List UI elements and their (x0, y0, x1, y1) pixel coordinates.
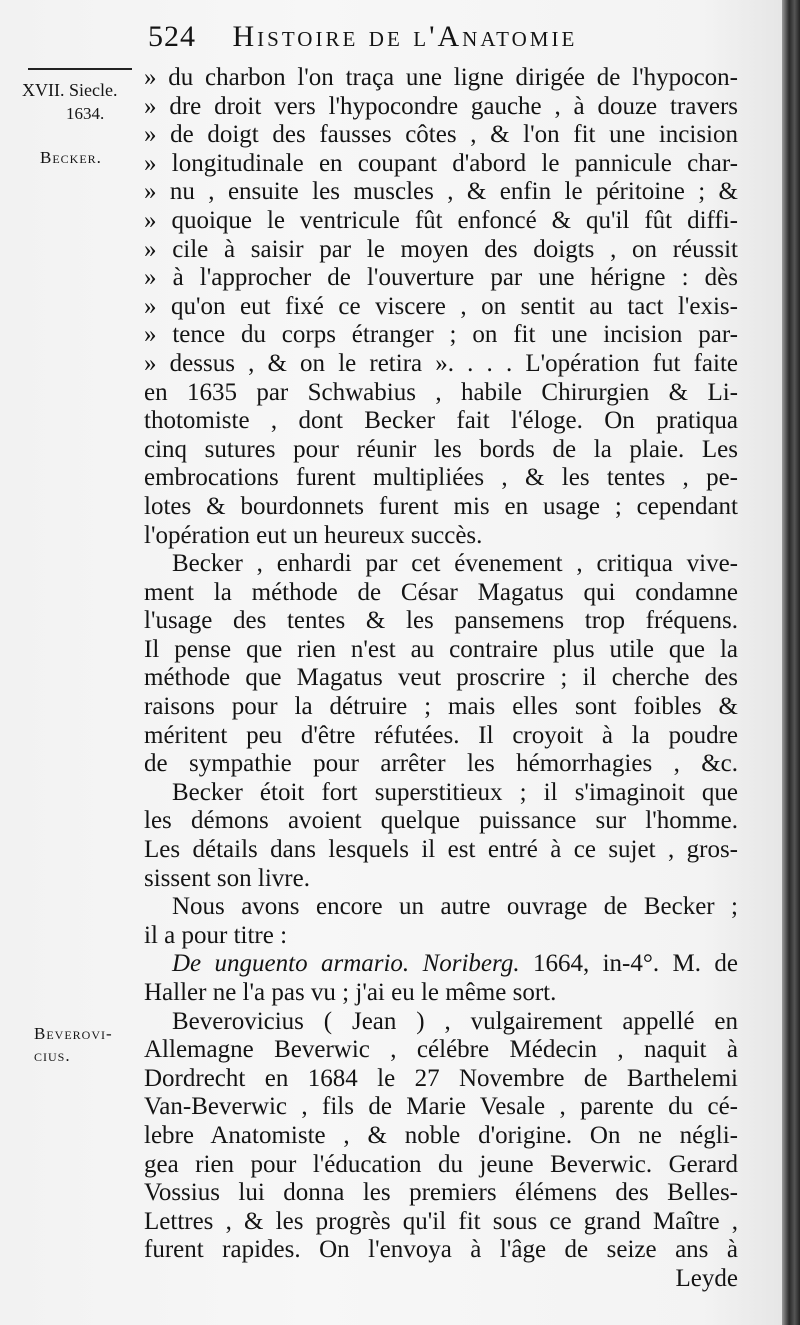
text-line: » de doigt des fausses côtes , & l'on fit une incision (144, 121, 738, 149)
text-line: » dessus , & on le retira ». . . . L'opération fut faite (144, 349, 738, 377)
body-text (144, 64, 738, 1294)
text-line: furent rapides. On l'envoya à l'âge de seize ans à (144, 1236, 738, 1264)
text-line: Becker , enhardi par cet évenement , critiqua vive- (172, 550, 738, 578)
page-number: 524 (148, 20, 196, 53)
page-edge (782, 0, 800, 1325)
text-line: Haller ne l'a pas vu ; j'ai eu le même sort. (144, 979, 557, 1006)
text-line: méritent peu d'être réfutées. Il croyoit à la poudre (144, 721, 738, 749)
text-line: l'opération eut un heureux succès. (144, 521, 483, 549)
text-line: Nous avons encore un autre ouvrage de Becker ; (172, 893, 738, 921)
text-line: il a pour titre : (144, 921, 288, 949)
text-line: » à l'approcher de l'ouverture par une hérigne : dès (144, 264, 738, 292)
text-line: Leyde (675, 1264, 738, 1292)
text-line: lebre Anatomiste , & noble d'origine. On ne négli- (144, 1121, 738, 1149)
text-line: » tence du corps étranger ; on fit une incision par- (144, 321, 738, 349)
running-head (148, 20, 748, 60)
text-line: De unguento armario. Noriberg. 1664, in-4°. M. de (172, 950, 738, 978)
text-line: Beverovicius ( Jean ) , vulgairement appellé en (172, 1007, 738, 1035)
text-line: Dordrecht en 1684 le 27 Novembre de Barthelemi (144, 1064, 738, 1092)
text-line: sissent son livre. (144, 864, 310, 892)
text-line: » dre droit vers l'hypocondre gauche , à douze travers (144, 92, 738, 120)
text-line: lotes & bourdonnets furent mis en usage ; cependant (144, 492, 738, 520)
text-line: » qu'on eut fixé ce viscere , on sentit au tact l'exis- (144, 292, 738, 320)
text-line: l'usage des tentes & les pansemens trop fréquens. (144, 607, 738, 635)
text-line: » longitudinale en coupant d'abord le pannicule char- (144, 149, 738, 177)
text-line: » quoique le ventricule fût enfoncé & qu'il fût diffi- (144, 206, 738, 234)
text-line: » cile à saisir par le moyen des doigts , on réussit (144, 235, 738, 263)
text-line: Les détails dans lesquels il est entré à ce sujet , gros- (144, 836, 738, 864)
text-line: Allemagne Beverwic , célébre Médecin , naquit à (144, 1036, 738, 1064)
text-line: raisons pour la détruire ; mais elles sont foibles & (144, 693, 738, 721)
text-line: » nu , ensuite les muscles , & enfin le péritoine ; & (144, 178, 738, 206)
text-line: en 1635 par Schwabius , habile Chirurgien & Li- (144, 378, 738, 406)
text-line: Lettres , & les progrès qu'il fit sous ce grand Maître , (144, 1207, 738, 1235)
text-line: » du charbon l'on traça une ligne dirigée de l'hypocon- (144, 64, 738, 91)
margin-note-year: 1634. (66, 104, 105, 123)
margin-rule (28, 68, 132, 70)
text-line: cinq sutures pour réunir les bords de la plaie. Les (144, 435, 738, 463)
text-line: Becker étoit fort superstitieux ; il s'imaginoit que (172, 778, 738, 806)
text-line: embrocations furent multipliées , & les tentes , pe- (144, 464, 738, 492)
text-line: de sympathie pour arrêter les hémorrhagies , &c. (144, 750, 738, 778)
margin-note-beverovicius: Beverovi- (34, 1024, 113, 1043)
text-line: thotomiste , dont Becker fait l'éloge. On pratiqua (144, 407, 738, 435)
text-line: gea rien pour l'éducation du jeune Beverwic. Gerard (144, 1150, 738, 1178)
text-line: méthode que Magatus veut proscrire ; il cherche des (144, 664, 738, 692)
text-line: les démons avoient quelque puissance sur l'homme. (144, 807, 738, 835)
text-line: Van-Beverwic , fils de Marie Vesale , parente du cé- (144, 1093, 738, 1121)
margin-note-becker: Becker. (40, 148, 102, 167)
text-line: ment la méthode de César Magatus qui condamne (144, 578, 738, 606)
margin-note-beverovicius-cont: cius. (34, 1046, 71, 1065)
margin-note-century: XVII. Siecle. (22, 80, 118, 100)
text-line: Il pense que rien n'est au contraire plus utile que la (144, 635, 738, 663)
text-line: Vossius lui donna les premiers élémens des Belles- (144, 1179, 738, 1207)
page-title: Histoire de l'Anatomie (232, 20, 578, 53)
